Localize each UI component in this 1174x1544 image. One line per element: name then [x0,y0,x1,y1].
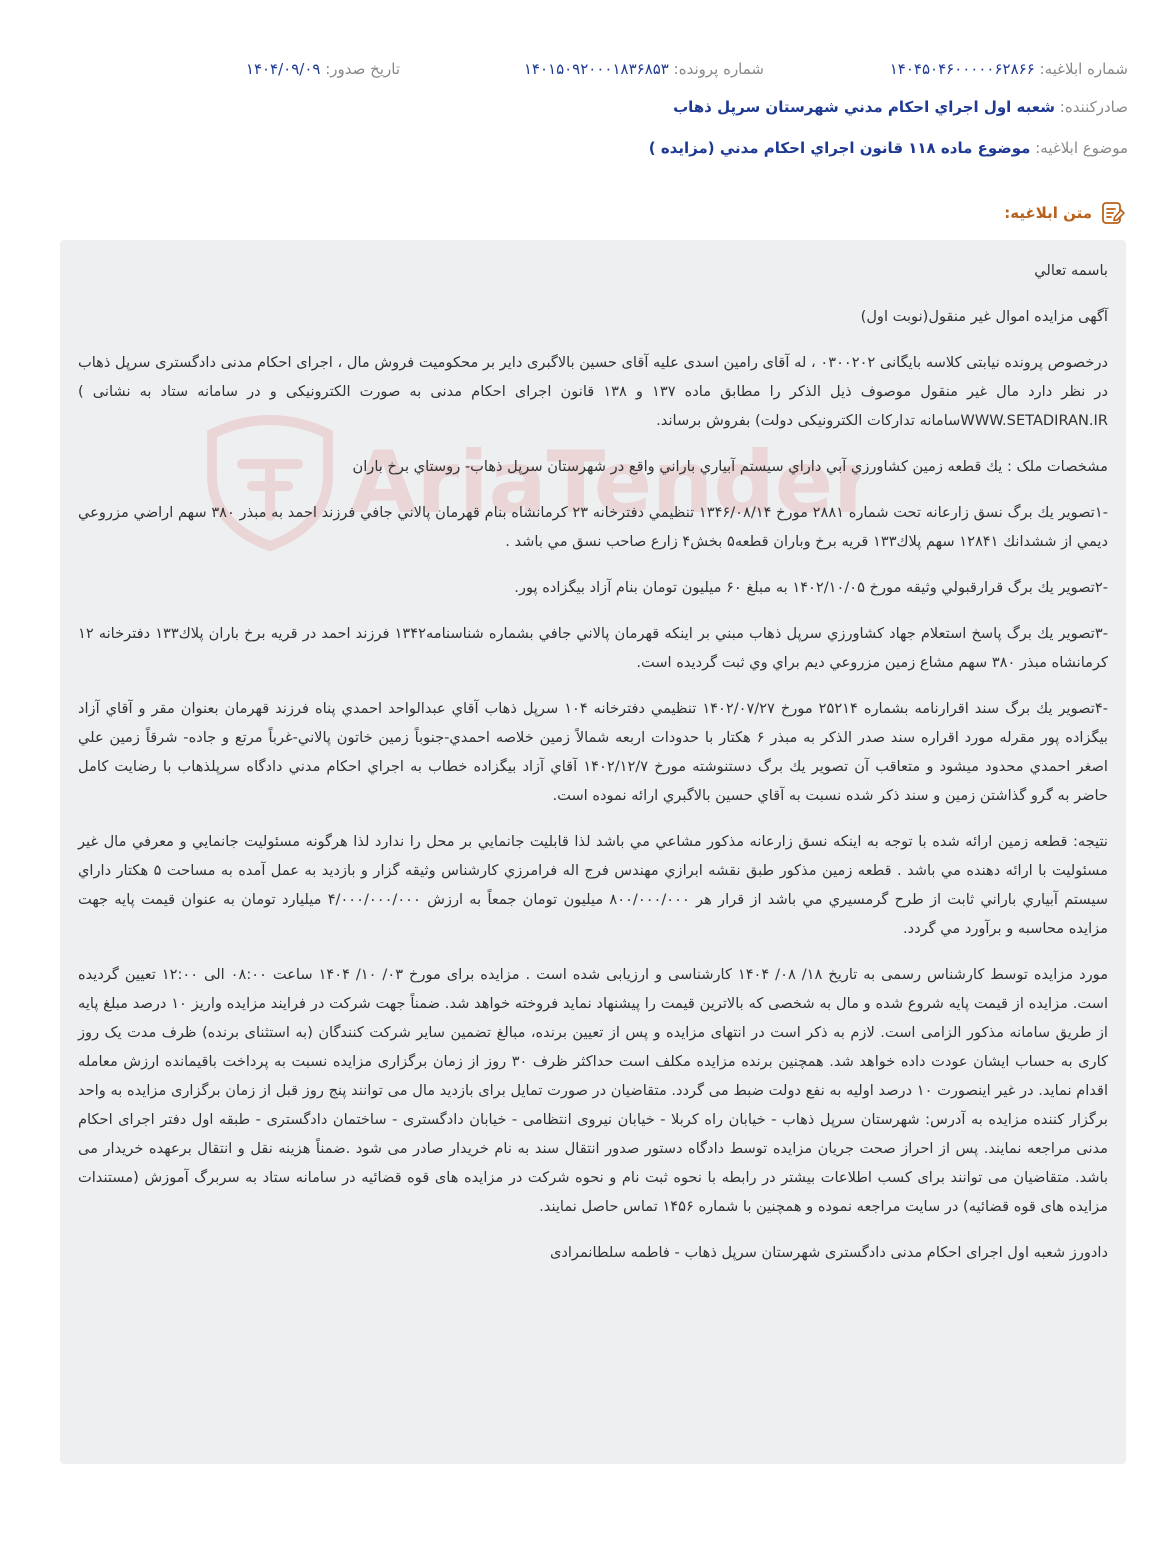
notice-body-text [78,256,1108,1284]
notice-text-heading [1004,200,1126,226]
subject-value: موضوع ماده ۱۱۸ قانون اجراي احکام مدني (مزايده ) [648,139,1031,157]
notice-text-title: متن ابلاغیه: [1004,204,1092,222]
paragraph-item-2: -۲تصوير يك برگ قرارقبولي وثيقه مورخ ۱۴۰۲/۱۰/۰۵ به مبلغ ۶۰ ميليون تومان بنام آزاد بيگزاده پور. [514,579,1108,596]
case-number-value: ۱۴۰۱۵۰۹۲۰۰۰۱۸۳۶۸۵۳ [523,60,669,78]
paragraph-auction-terms: مورد مزایده توسط کارشناس رسمی به تاریخ ۱۸/ ۰۸/ ۱۴۰۴ کارشناسی و ارزیابی شده است . مزایده برای مورخ ۰۳/ ۱۰/ ۱۴۰۴ ساعت ۰۸:۰۰ الی ۱۲:۰۰ تعیین گردیده است. مزایده از قیمت پایه شروع شده و مال به شخصی که بالاترین قیمت را پیشنهاد نماید فروخته خواهد شد. ضمناً جهت شرکت در فرایند مزایده واریز ۱۰ درصد مبلغ پایه از طریق سامانه مذکور الزامی است. لازم به ذکر است در انتهای مزایده و پس از تعیین برنده، مبالغ تضمین سایر شرکت کنندگان (به استثنای برنده) ظرف مدت یک روز کاری به حساب ایشان عودت داده خواهد شد. همچنین برنده مزایده مکلف است حداکثر ظرف ۳۰ روز از زمان برگزاری مزایده نسبت به پرداخت باقیمانده ارزش معامله اقدام نماید. در غیر اینصورت ۱۰ درصد اولیه به نفع دولت ضبط می گردد. متقاضیان در صورت تمایل برای بازدید مال می توانند پنج روز قبل از زمان برگزاری مزایده به واحد برگزار کننده مزایده به آدرس: شهرستان سرپل ذهاب - خیابان راه کربلا - خیابان نیروی انتظامی - خیابان دادگستری - ساختمان دادگستری - طبقه اول دفتر اجرای احکام مدنی مراجعه نمایند. پس از احراز صحت جریان مزایده توسط دادگاه دستور صدور انتقال سند به نام خریدار صادر می شود .ضمناً هزینه نقل و انتقال برعهده خریدار می باشد. متقاضیان می توانند برای کسب اطلاعات بیشتر در رابطه با نحوه ثبت نام و نحوه شرکت در مزایده های قوه قضائیه در سامانه ستاد به سربرگ آموزش (مستندات مزایده های قوه قضائیه) در سایت مراجعه نموده و همچنین با شماره ۱۴۵۶ تماس حاصل نمایند. [78,966,1109,1215]
watermark-text: AriaTender [350,433,860,533]
subject-label: موضوع ابلاغيه: [1035,139,1128,157]
paragraph-result: نتيجه: قطعه زمين ارائه شده با توجه به اينكه نسق زارعانه مذكور مشاعي مي باشد لذا قابليت جانمايي بر محل را ندارد لذا هرگونه مسئوليت جانمايي و معرفي مال غير مسئوليت با ارائه دهنده مي باشد . قطعه زمين مذكور طبق نقشه ابرازي مهندس فرج اله فرامرزي كارشناس وثيقه گزار و بازديد به عمل آمده به مساحت ۵ هكتار داراي سيستم آبياري باراني ثابت از طرح گرمسيري مي باشد از قرار هر ۸۰۰/۰۰۰/۰۰۰ ميليون تومان جمعاً به ارزش ۴/۰۰۰/۰۰۰/۰۰۰ ميليارد تومان به عنوان قيمت پايه جهت مزايده محاسبه و برآورد مي گردد. [78,833,1108,937]
paragraph-intro: درخصوص پرونده نیابتی کلاسه بایگانی ۰۳۰۰۲۰۲ ، له آقای رامین اسدی علیه آقای حسین بالاگبری دایر بر محکومیت فروش مال ، اجرای احکام مدنی دادگستری سرپل ذهاب در نظر دارد مال غیر منقول موصوف ذیل الذکر را مطابق ماده ۱۳۷ و ۱۳۸ قانون اجرای احکام مدنی به صورت الکترونیکی و در سامانه ستاد به نشانی ) WWW.SETADIRAN.IRسامانه تدارکات الکترونیکی دولت) بفروش برساند. [78,354,1108,429]
issuer-row [46,86,1128,128]
notice-body-panel [60,240,1126,1464]
paragraph-item-4: -۴تصوير يك برگ سند اقرارنامه بشماره ۲۵۲۱۴ مورخ ۱۴۰۲/۰۷/۲۷ تنظيمي دفترخانه ۱۰۴ سرپل ذهاب آقاي عبدالواحد احمدي پناه فرزند قهرمان بعنوان مقر و آقاي آزاد بيگزاده پور مقرله مورد اقراره سند صدر الذكر به مبذر ۶ هكتار با حدودات اربعه شمالاً زمين خلاصه احمدي-جنوباً زمين خاتون پالاني-غرباً مرتع و جاده- شرقاً زمين علي اصغر احمدي محدود ميشود و متعاقب آن تصوير يك برگ دستنوشته مورخ ۱۴۰۲/۱۲/۷ آقاي آزاد بيگزاده خطاب به اجراي احكام مدني دادگاه سرپلذهاب با رضايت كامل حاضر به گرو گذاشتن زمين و سند ذكر شده نسبت به آقاي حسين بالاگبري ارائه نموده است. [78,700,1108,804]
notice-meta-row [46,54,1128,84]
case-number-label: شماره پرونده: [673,60,764,78]
case-number [524,60,764,78]
subject-row [46,128,1128,168]
paragraph-item-3: -۳تصوير يك برگ پاسخ استعلام جهاد كشاورزي سرپل ذهاب مبني بر اينكه قهرمان پالاني جافي بشماره شناسنامه۱۳۴۲ فرزند احمد در قريه برخ باران پلاك۱۳۳ دفترخانه ۱۲ كرمانشاه مبذر ۳۸۰ سهم مشاع زمين مزروعي ديم براي وي ثبت گرديده است. [78,625,1108,671]
issuer-label: صادرکننده: [1059,98,1128,116]
paragraph-item-1: -۱تصوير يك برگ نسق زارعانه تحت شماره ۲۸۸۱ مورخ ۱۳۴۶/۰۸/۱۴ تنظيمي دفترخانه ۲۳ كرمانشاه بنام قهرمان پالاني جافي فرزند احمد به مبذر ۳۸۰ سهم اراضي مزروعي ديمي از ششدانك ۱۲۸۴۱ سهم پلاك۱۳۳ قريه برخ وباران قطعه۵ بخش۴ زارع صاحب نسق مي باشد . [78,504,1108,550]
issue-date-value: ۱۴۰۴/۰۹/۰۹ [245,60,321,78]
paragraph-salutation: باسمه تعالي [1034,262,1108,279]
issue-date [246,60,400,78]
notice-number [890,60,1128,78]
issue-date-label: تاريخ صدور: [325,60,400,78]
notice-number-value: ۱۴۰۴۵۰۴۶۰۰۰۰۰۶۲۸۶۶ [889,60,1035,78]
notice-number-label: شماره ابلاغيه: [1039,60,1128,78]
document-edit-icon [1100,200,1126,226]
paragraph-signature: دادورز شعبه اول اجرای احکام مدنی دادگستری شهرستان سرپل ذهاب - فاطمه سلطانمرادی [549,1244,1108,1261]
issuer-value: شعبه اول اجراي احكام مدني شهرستان سرپل ذهاب [673,98,1055,116]
paragraph-title: آگهی مزایده اموال غیر منقول(نوبت اول) [860,308,1108,325]
paragraph-property-spec: مشخصات ملک : يك قطعه زمين كشاورزي آبي داراي سيستم آبياري باراني واقع در شهرستان سرپل ذهاب- روستاي برخ باران [352,458,1108,475]
notice-header [46,54,1128,168]
